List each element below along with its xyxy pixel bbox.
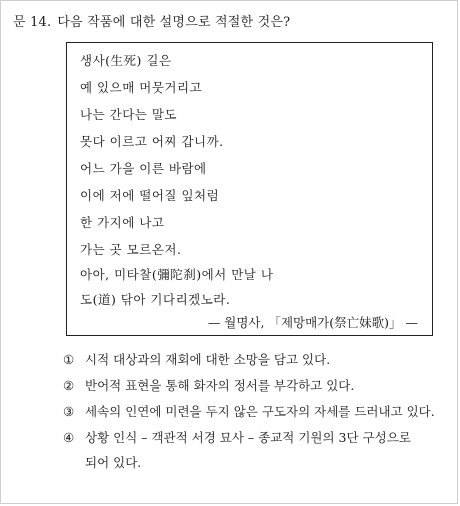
poem-source: — 월명사, 「제망매가(祭亡妹歌)」 — — [207, 315, 418, 330]
choice-4-mark: ④ — [63, 430, 75, 445]
answer-choices — [63, 347, 453, 475]
choice-1-mark: ① — [63, 352, 75, 367]
poem-box — [66, 42, 433, 336]
poem-line-3: 나는 간다는 말도 — [80, 107, 177, 122]
poem-line-10: 도(道) 닦아 기다리겠노라. — [80, 292, 231, 307]
choice-4-continuation: 되어 있다. — [85, 455, 142, 470]
poem-line-6: 이에 저에 떨어질 잎처럼 — [80, 188, 220, 203]
poem-line-8: 가는 곳 모르온저. — [80, 242, 182, 257]
choice-2[interactable] — [63, 373, 453, 399]
poem-line-9: 아아, 미타찰(彌陀刹)에서 만날 나 — [80, 267, 274, 282]
choice-4[interactable] — [63, 425, 453, 475]
poem-line-1: 생사(生死) 길은 — [80, 53, 172, 68]
poem-line-5: 어느 가을 이른 바람에 — [80, 161, 207, 176]
choice-1[interactable] — [63, 347, 453, 373]
choice-3-text: 세속의 인연에 미련을 두지 않은 구도자의 자세를 드러내고 있다. — [85, 404, 435, 419]
choice-4-text: 상황 인식 – 객관적 서경 묘사 – 종교적 기원의 3단 구성으로 — [85, 430, 411, 445]
poem-line-2: 예 있으매 머뭇거리고 — [80, 80, 203, 95]
choice-2-mark: ② — [63, 378, 75, 393]
choice-3[interactable] — [63, 399, 453, 425]
choice-1-text: 시적 대상과의 재회에 대한 소망을 담고 있다. — [85, 352, 331, 367]
poem-line-7: 한 가지에 나고 — [80, 215, 165, 230]
choice-2-text: 반어적 표현을 통해 화자의 정서를 부각하고 있다. — [85, 378, 355, 393]
choice-3-mark: ③ — [63, 404, 75, 419]
question-prompt: 다음 작품에 대한 설명으로 적절한 것은? — [57, 15, 291, 30]
question-number: 문 14. — [13, 15, 52, 30]
poem-line-4: 못다 이르고 어찌 갑니까. — [80, 134, 224, 149]
question-header — [13, 11, 290, 30]
